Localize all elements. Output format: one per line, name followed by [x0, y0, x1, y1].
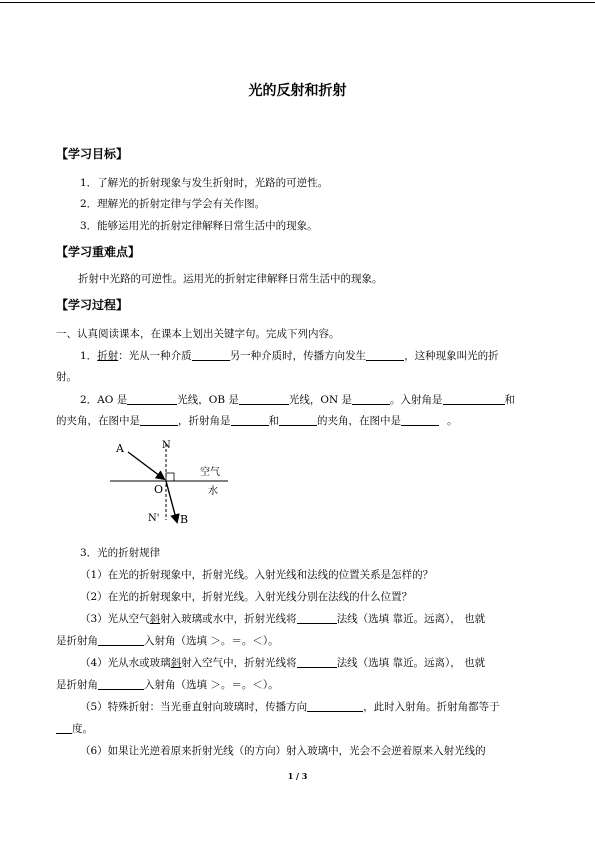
page-number: 1 / 3 — [287, 771, 308, 781]
q2-text-10: 。 — [447, 415, 458, 427]
q2-text-3: 光线，ON 是 — [288, 394, 353, 406]
q2-text-9: 的夹角，在图中是 — [317, 415, 401, 427]
label-o: O — [154, 483, 164, 496]
goals-heading: 【学习目标】 — [56, 147, 129, 161]
q3-item-3-text-d: 是折射角 — [56, 635, 98, 647]
top-rule — [0, 2, 595, 3]
q3-item-3-text-b: 射入玻璃或水中，折射光线将 — [160, 613, 297, 625]
label-water: 水 — [208, 486, 218, 497]
q2-text-1: 2．AO 是 — [80, 394, 128, 406]
q3-item-4-text-e: 入射角（选填 ＞。＝。＜）。 — [144, 679, 279, 691]
keypoints-heading: 【学习重难点】 — [56, 245, 141, 259]
q1-text-3: ，这种现象叫光的折 — [404, 350, 499, 362]
q3-item-3-blank-1[interactable] — [297, 612, 337, 624]
q3-item-5-blank-1[interactable] — [307, 700, 363, 712]
q1-blank-2[interactable] — [366, 349, 404, 361]
process-intro: 一、认真阅读课本，在课本上划出关键字句。完成下列内容。 — [56, 328, 340, 340]
q3-item-1: （1）在光的折射现象中，折射光线。入射光线和法线的位置关系是怎样的？ — [80, 569, 434, 581]
q1-text-2: 另一种介质时，传播方向发生 — [229, 350, 367, 362]
q2-text-6: 的夹角，在图中是 — [56, 415, 140, 427]
q3-item-6: （6）如果让光逆着原来折射光线（的方向）射入玻璃中，光会不会逆着原来入射光线的 — [80, 745, 486, 757]
q3-item-5-line-2 — [56, 722, 93, 736]
refraction-diagram — [100, 434, 240, 530]
q3-item-4-text-a: （4）光从水或玻璃 — [80, 657, 171, 669]
label-n-prime: N' — [148, 513, 160, 524]
q1-term: 折射 — [97, 350, 119, 362]
q1-text-1: ：光从一种介质 — [118, 350, 192, 362]
q2-blank-5[interactable] — [140, 414, 178, 426]
process-heading: 【学习过程】 — [56, 298, 129, 312]
label-b: B — [180, 513, 189, 526]
q2-text-5: 和 — [504, 394, 516, 406]
q2-blank-7[interactable] — [279, 414, 317, 426]
q2-line-2 — [56, 414, 458, 428]
q3-item-5-blank-2[interactable] — [56, 722, 72, 734]
q2-blank-1[interactable] — [127, 393, 177, 405]
q3-item-4-blank-1[interactable] — [297, 656, 337, 668]
goal-item-1: 1．了解光的折射现象与发生折射时，光路的可逆性。 — [80, 177, 329, 189]
q3-item-4-line-2 — [56, 678, 279, 692]
q3-item-4-line-1 — [80, 656, 485, 670]
q3-item-5-text-b: ，此时入射角。折射角都等于 — [363, 701, 500, 713]
q3-item-3-text-a: （3）光从空气 — [80, 613, 150, 625]
q3-item-4-text-b: 射入空气中，折射光线将 — [181, 657, 297, 669]
q1-line — [80, 349, 499, 363]
refracted-ray — [166, 481, 177, 522]
q3-item-3-line-2 — [56, 634, 279, 648]
q2-text-4: 。入射角是 — [390, 394, 443, 406]
q1-blank-1[interactable] — [192, 349, 230, 361]
q1-num: 1． — [80, 350, 98, 362]
label-n: N — [162, 440, 171, 451]
q3-item-3-emph: 斜 — [149, 613, 161, 625]
q3-item-4-blank-2[interactable] — [98, 678, 144, 690]
goal-item-2: 2．理解光的折射定律与学会有关作图。 — [80, 198, 266, 210]
right-angle-mark — [166, 473, 174, 481]
keypoints-text: 折射中光路的可逆性。运用光的折射定律解释日常生活中的现象。 — [78, 273, 383, 285]
q2-blank-6[interactable] — [231, 414, 269, 426]
q2-line-1 — [80, 393, 515, 407]
q2-blank-4[interactable] — [443, 393, 505, 405]
q2-text-7: ，折射角是 — [178, 415, 231, 427]
q3-heading: 3．光的折射规律 — [80, 547, 161, 559]
label-air: 空气 — [200, 467, 220, 478]
page-title: 光的反射和折射 — [248, 83, 347, 99]
q3-item-5-text-a: （5）特殊折射：当光垂直射向玻璃时，传播方向 — [80, 701, 308, 713]
q3-item-5-text-c: 度。 — [72, 723, 93, 735]
q2-blank-2[interactable] — [239, 393, 289, 405]
q2-text-2: 光线，OB 是 — [177, 394, 239, 406]
label-a: A — [116, 442, 124, 455]
q2-text-8: 和 — [268, 415, 279, 427]
q3-item-4-text-c: 法线（选填 靠近。远离）， 也就 — [336, 657, 486, 669]
q2-blank-8[interactable] — [401, 414, 439, 426]
q1-cont: 射。 — [56, 371, 77, 383]
q3-item-4-emph: 斜 — [170, 657, 182, 669]
q2-blank-3[interactable] — [352, 393, 390, 405]
q3-item-5-line-1 — [80, 700, 500, 714]
q3-item-4-text-d: 是折射角 — [56, 679, 98, 691]
q3-item-3-text-c: 法线（选填 靠近。远离）， 也就 — [336, 613, 486, 625]
q3-item-3-text-e: 入射角（选填 ＞。＝。＜）。 — [144, 635, 279, 647]
goal-item-3: 3．能够运用光的折射定律解释日常生活中的现象。 — [80, 220, 318, 232]
q3-item-3-blank-2[interactable] — [98, 634, 144, 646]
q3-item-3-line-1 — [80, 612, 485, 626]
incident-ray — [128, 452, 164, 479]
q3-item-2: （2）在光的折射现象中，折射光线。入射光线分别在法线的什么位置？ — [80, 591, 413, 603]
